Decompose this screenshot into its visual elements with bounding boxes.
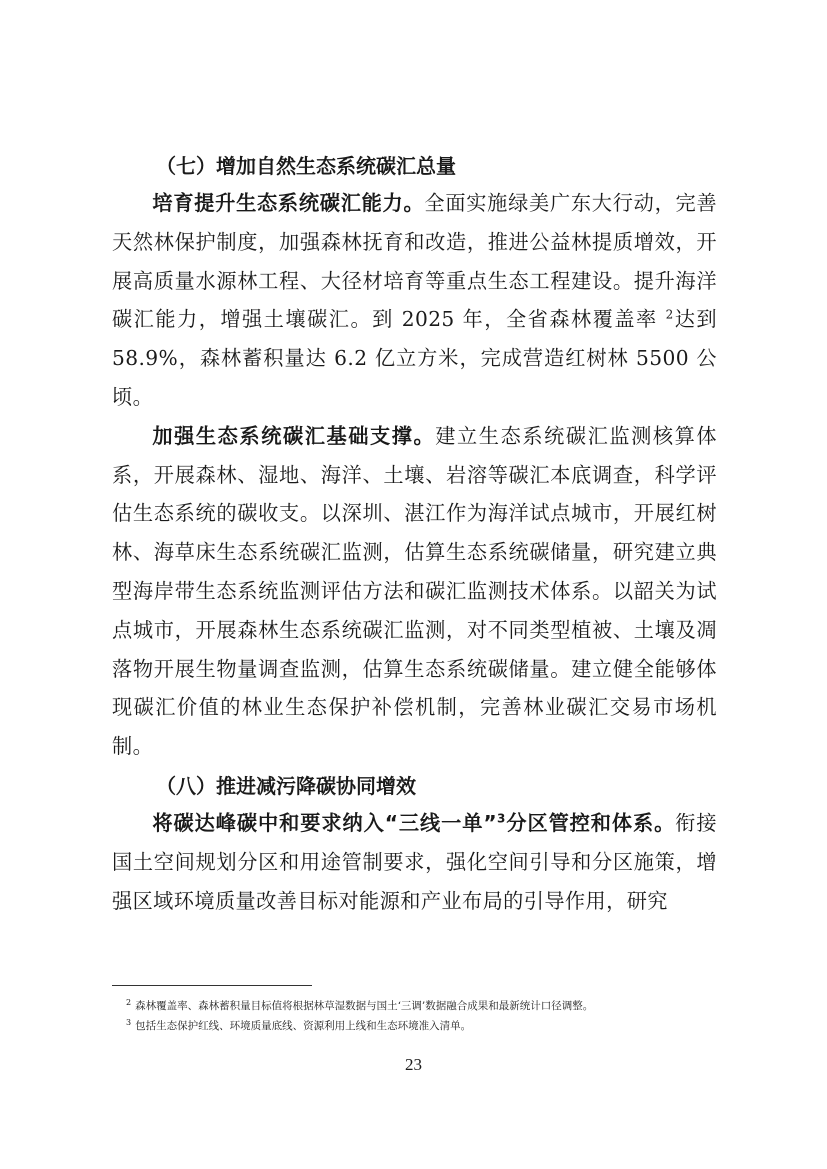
paragraph-lead: 加强生态系统碳汇基础支撑。: [152, 423, 436, 448]
footnote-text: 包括生态保护红线、环境质量底线、资源利用上线和生态环境准入清单。: [135, 1020, 472, 1032]
section-heading-8: （八）推进减污降碳协同增效: [156, 773, 416, 798]
footnote-item: [126, 996, 726, 1016]
paragraph-lead: 将碳达峰碳中和要求纳入“三线一单”: [152, 810, 498, 835]
paragraph-text: 衔接国土空间规划分区和用途管制要求，强化空间引导和分区施策，增强区域环境质量改善目标对能源和产业布局的引导作用，研究: [112, 810, 717, 913]
paragraph-three-lines-one-list: [112, 804, 717, 920]
paragraph-carbon-sink-capacity: [112, 184, 717, 417]
paragraph-lead: 分区管控和体系。: [505, 810, 676, 835]
paragraph-text: 达到 58.9%，森林蓄积量达 6.2 亿立方米，完成营造红树林 5500 公顷。: [112, 307, 717, 409]
footnote-item: [126, 1016, 726, 1036]
paragraph-lead: 培育提升生态系统碳汇能力。: [152, 191, 425, 215]
paragraph-text: 全面实施绿美广东大行动，完善天然林保护制度，加强森林抚育和改造，推进公益林提质增效，开展高质量水源林工程、大径材培育等重点生态工程建设。提升海洋碳汇能力，增强土壤碳汇。到 2025 年，全省森林覆盖率: [112, 191, 718, 332]
paragraph-text: 建立生态系统碳汇监测核算体系，开展森林、湿地、海洋、土壤、岩溶等碳汇本底调查，科学评估生态系统的碳收支。以深圳、湛江作为海洋试点城市，开展红树林、海草床生态系统碳汇监测，估算生态系统碳储量，研究建立典型海岸带生态系统监测评估方法和碳汇监测技术体系。以韶关为试点城市，开展森林生态系统碳汇监测，对不同类型植被、土壤及凋落物开展生物量调查监测，估算生态系统碳储量。建立健全能够体现碳汇价值的林业生态保护补偿机制，完善林业碳汇交易市场机制。: [112, 423, 717, 759]
footnote-ref-2[interactable]: 2: [665, 307, 674, 322]
footnote-text: 森林覆盖率、森林蓄积量目标值将根据林草湿数据与国土‘三调’数据融合成果和最新统计口径调整。: [135, 1000, 594, 1012]
section-heading-7: （七）增加自然生态系统碳汇总量: [156, 154, 456, 178]
footnote-divider: [112, 985, 312, 986]
footnote-mark: 3: [126, 1017, 132, 1027]
footnote-mark: 2: [126, 997, 132, 1007]
paragraph-carbon-sink-foundation: [112, 417, 717, 766]
footnotes: [126, 996, 726, 1036]
footnote-ref-3[interactable]: 3: [497, 811, 506, 826]
page-number: 23: [405, 1055, 422, 1074]
main-content: [112, 148, 717, 920]
